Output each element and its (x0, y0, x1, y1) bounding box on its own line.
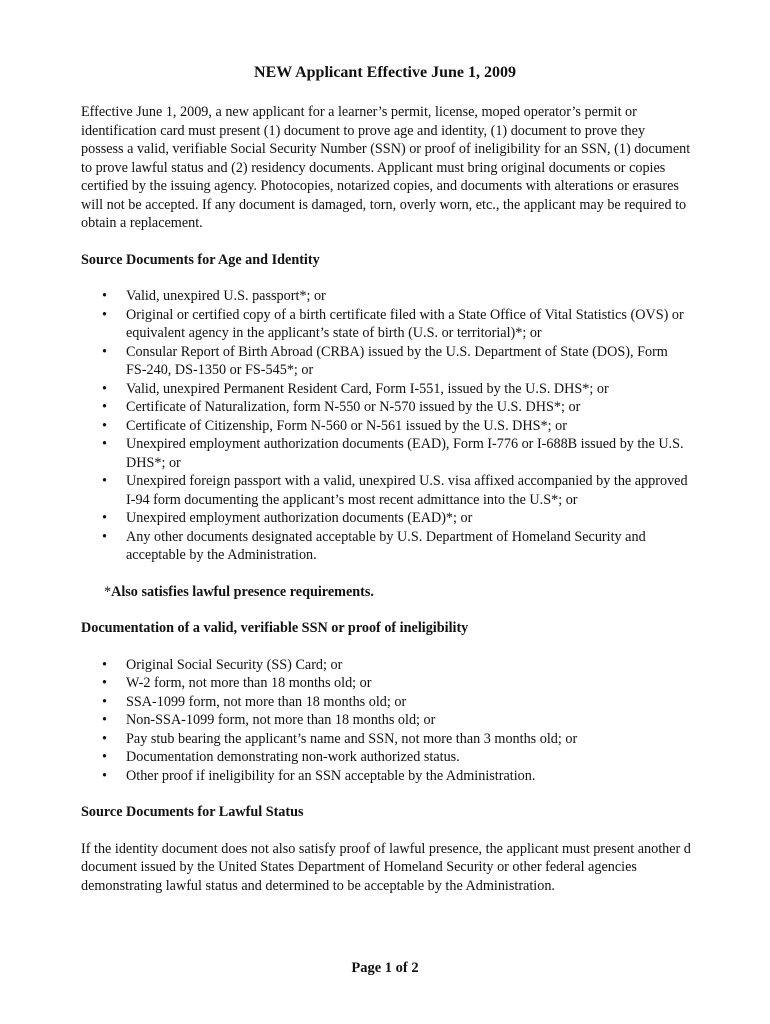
bullet-icon: • (102, 656, 107, 673)
list-item: • Non-SSA-1099 form, not more than 18 months old; or (102, 712, 436, 728)
list-item: • Valid, unexpired U.S. passport*; or (102, 288, 326, 304)
list-item: • Unexpired employment authorization documents (EAD)*; or (102, 510, 473, 526)
bullet-icon: • (102, 288, 107, 304)
page-number: Page 1 of 2 (351, 960, 419, 976)
age-identity-list (81, 287, 691, 565)
bullet-icon: • (102, 730, 107, 747)
list-item: • Consular Report of Birth Abroad (CRBA) issued by the U.S. Department of State (DOS), Form FS-240, DS-1350 or FS-545*; or (102, 343, 668, 378)
list-item: • Certificate of Citizenship, Form N-560 or N-561 issued by the U.S. DHS*; or (102, 417, 567, 434)
bullet-icon: • (102, 399, 107, 415)
document-body (81, 103, 691, 895)
note-text: Also satisfies lawful presence requirements. (111, 583, 374, 600)
bullet-icon: • (102, 306, 107, 323)
asterisk: * (104, 583, 112, 600)
bullet-icon: • (102, 675, 107, 691)
bullet-icon: • (102, 343, 107, 360)
lawful-status-paragraph: If the identity document does not also satisfy proof of lawful presence, the applicant must present another d document issued by the United States Department of Homeland Security or other federal agencies demonstrating lawful status and determined to be acceptable by the Administration. (81, 840, 691, 894)
list-item: • SSA-1099 form, not more than 18 months old; or (102, 693, 407, 710)
list-item: • W-2 form, not more than 18 months old; or (102, 675, 372, 691)
list-item: • Any other documents designated acceptable by U.S. Department of Homeland Security and acceptable by the Administration. (102, 528, 646, 563)
bullet-icon: • (102, 436, 107, 452)
list-item: • Other proof if ineligibility for an SSN acceptable by the Administration. (102, 767, 536, 784)
bullet-icon: • (102, 510, 107, 526)
section-heading-age-identity: Source Documents for Age and Identity (81, 251, 320, 268)
bullet-icon: • (102, 693, 107, 710)
list-item: • Unexpired foreign passport with a valid, unexpired U.S. visa affixed accompanied by the approved I-94 form documenting the applicant’s most recent admittance into the U.S*; or (102, 473, 688, 508)
section-heading-lawful-status: Source Documents for Lawful Status (81, 804, 304, 820)
list-item: • Valid, unexpired Permanent Resident Card, Form I-551, issued by the U.S. DHS*; or (102, 380, 609, 397)
intro-paragraph: Effective June 1, 2009, a new applicant for a learner’s permit, license, moped operator’s permit or identification card must present (1) document to prove age and identity, (1) document to prove they possess a valid, verifiable Social Security Number (SSN) or proof of ineligibility for an SSN, (1) document to prove lawful status and (2) residency documents. Applicant must bring original documents or copies certified by the issuing agency. Photocopies, notarized copies, and documents with alterations or erasures will not be accepted. If any document is damaged, torn, overly worn, etc., the applicant may be required to obtain a replacement. (81, 104, 691, 231)
page-title: NEW Applicant Effective June 1, 2009 (254, 64, 516, 81)
bullet-icon: • (102, 380, 107, 397)
list-item: • Pay stub bearing the applicant’s name and SSN, not more than 3 months old; or (102, 730, 578, 747)
list-item: • Documentation demonstrating non-work authorized status. (102, 749, 460, 765)
bullet-icon: • (102, 749, 107, 765)
bullet-icon: • (102, 767, 107, 784)
list-item: • Original Social Security (SS) Card; or (102, 656, 343, 673)
bullet-icon: • (102, 712, 107, 728)
lawful-presence-note (81, 583, 691, 602)
list-item: • Certificate of Naturalization, form N-550 or N-570 issued by the U.S. DHS*; or (102, 399, 581, 415)
section-heading-ssn: Documentation of a valid, verifiable SSN or proof of ineligibility (81, 620, 469, 636)
bullet-icon: • (102, 473, 107, 489)
ssn-list (81, 656, 691, 786)
list-item: • Original or certified copy of a birth certificate filed with a State Office of Vital Statistics (OVS) or equivalent agency in the applicant’s state of birth (U.S. or territorial)*; or (102, 306, 684, 341)
bullet-icon: • (102, 417, 107, 434)
list-item: • Unexpired employment authorization documents (EAD), Form I-776 or I-688B issued by the U.S. DHS*; or (102, 436, 684, 471)
bullet-icon: • (102, 528, 107, 545)
